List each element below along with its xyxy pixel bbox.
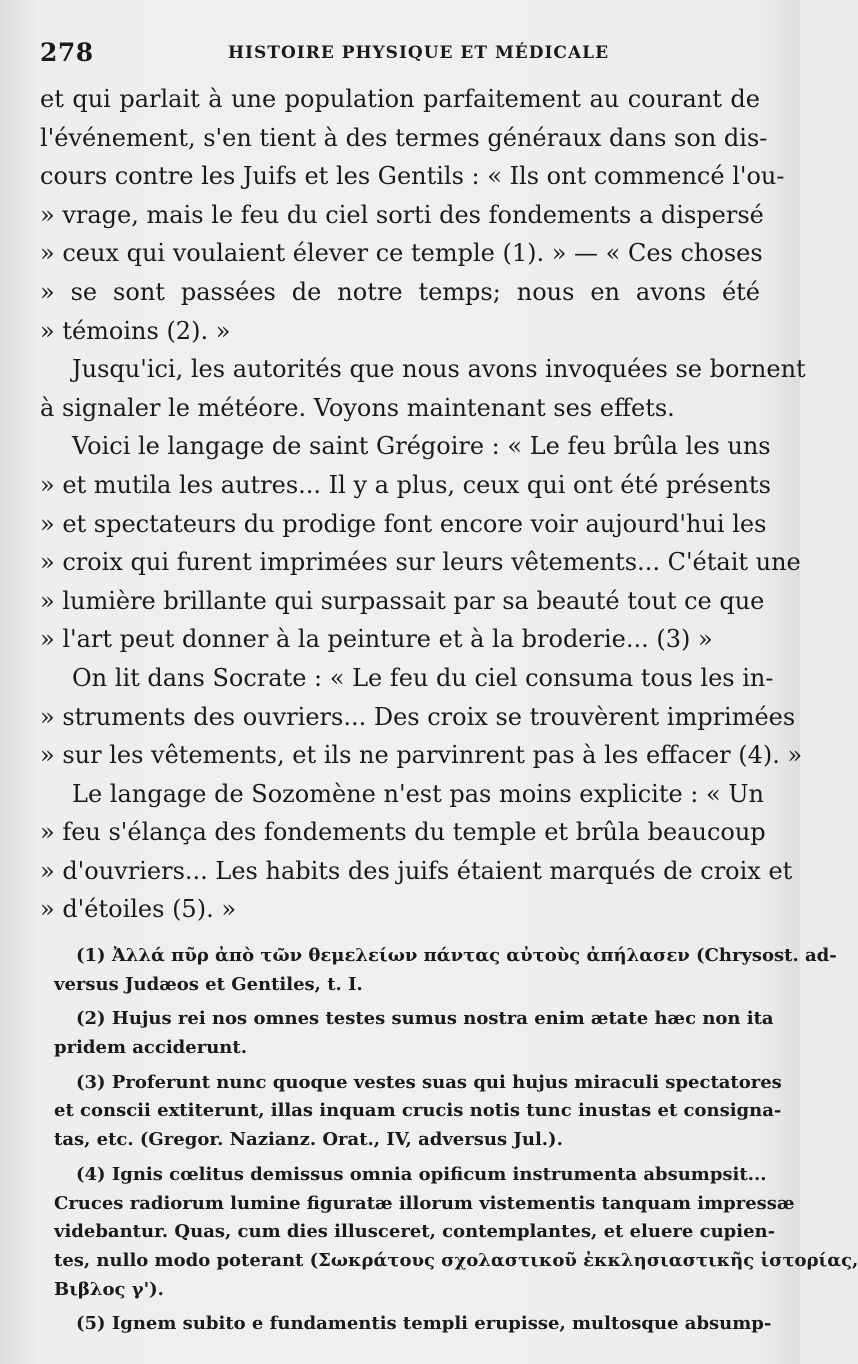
- body-line: » d'ouvriers... Les habits des juifs étaient marqués de croix et: [40, 856, 793, 885]
- body-text: [40, 80, 806, 929]
- footnote-3: [54, 1069, 782, 1155]
- footnote-line: tes, nullo modo poterant (Σωκράτους σχολαστικοῦ ἐκκλησιαστικῆς ἱστορίας,: [54, 1249, 858, 1271]
- body-line: » feu s'élança des fondements du temple et brûla beaucoup: [40, 818, 766, 847]
- footnote-line: (5) Ignem subito e fundamentis templi erupisse, multosque absump-: [76, 1313, 772, 1335]
- body-line: » vrage, mais le feu du ciel sorti des fondements a dispersé: [40, 200, 764, 229]
- paragraph-start: Jusqu'ici, les autorités que nous avons invoquées se bornent: [72, 355, 806, 384]
- footnote-line: (2) Hujus rei nos omnes testes sumus nostra enim ætate hæc non ita: [76, 1008, 774, 1030]
- footnotes: [54, 942, 858, 1339]
- body-line: » lumière brillante qui surpassait par sa beauté tout ce que: [40, 586, 765, 615]
- footnote-line: (3) Proferunt nunc quoque vestes suas qui hujus miraculi spectatores: [76, 1071, 782, 1093]
- body-line: » témoins (2). »: [40, 316, 231, 345]
- footnote-line: pridem acciderunt.: [54, 1037, 247, 1059]
- body-line: » l'art peut donner à la peinture et à la broderie... (3) »: [40, 625, 713, 654]
- footnote-5: [54, 1310, 772, 1339]
- footnote-1: [54, 942, 837, 999]
- body-line: » et spectateurs du prodige font encore voir aujourd'hui les: [40, 509, 767, 538]
- footnote-line: Cruces radiorum lumine figuratæ illorum vistementis tanquam impressæ: [54, 1192, 795, 1214]
- running-head: HISTOIRE PHYSIQUE ET MÉDICALE: [228, 43, 610, 63]
- footnote-line: et conscii extiterunt, illas inquam crucis notis tunc inustas et consigna-: [54, 1100, 782, 1122]
- body-line: et qui parlait à une population parfaitement au courant de: [40, 85, 760, 113]
- body-line: » d'étoiles (5). »: [40, 895, 237, 924]
- page-header: [40, 38, 760, 68]
- footnote-line: versus Judæos et Gentiles, t. I.: [54, 973, 363, 995]
- body-line: à signaler le météore. Voyons maintenant ses effets.: [40, 393, 675, 422]
- body-line: » sur les vêtements, et ils ne parvinrent pas à les effacer (4). »: [40, 741, 803, 770]
- body-line: » et mutila les autres... Il y a plus, ceux qui ont été présents: [40, 470, 771, 499]
- body-line: » se sont passées de notre temps; nous en avons été: [40, 277, 760, 306]
- body-line: » ceux qui voulaient élever ce temple (1). » — « Ces choses: [40, 239, 763, 268]
- footnote-4: [54, 1161, 858, 1304]
- footnote-line: (4) Ignis cœlitus demissus omnia opificum instrumenta absumpsit...: [76, 1163, 767, 1185]
- footnote-line: videbantur. Quas, cum dies illusceret, contemplantes, et eluere cupien-: [54, 1221, 776, 1243]
- footnote-line: Βιβλος γ').: [54, 1278, 164, 1300]
- body-line: l'événement, s'en tient à des termes généraux dans son dis-: [40, 123, 768, 152]
- footnote-line: tas, etc. (Gregor. Nazianz. Orat., IV, adversus Jul.).: [54, 1129, 563, 1151]
- body-line: » croix qui furent imprimées sur leurs vêtements... C'était une: [40, 548, 801, 577]
- footnote-2: [54, 1005, 774, 1062]
- footnote-line: (1) Ἀλλά πῦρ ἀπὸ τῶν θεμελείων πάντας αὐτοὺς ἀπήλασεν (Chrysost. ad-: [76, 945, 837, 966]
- paragraph-start: Le langage de Sozomène n'est pas moins explicite : « Un: [72, 779, 765, 808]
- paragraph-start: Voici le langage de saint Grégoire : « Le feu brûla les uns: [72, 432, 771, 461]
- body-line: cours contre les Juifs et les Gentils : « Ils ont commencé l'ou-: [40, 162, 785, 191]
- page-number: 278: [40, 38, 94, 67]
- paragraph-start: On lit dans Socrate : « Le feu du ciel consuma tous les in-: [72, 663, 774, 692]
- body-line: » struments des ouvriers... Des croix se trouvèrent imprimées: [40, 702, 796, 731]
